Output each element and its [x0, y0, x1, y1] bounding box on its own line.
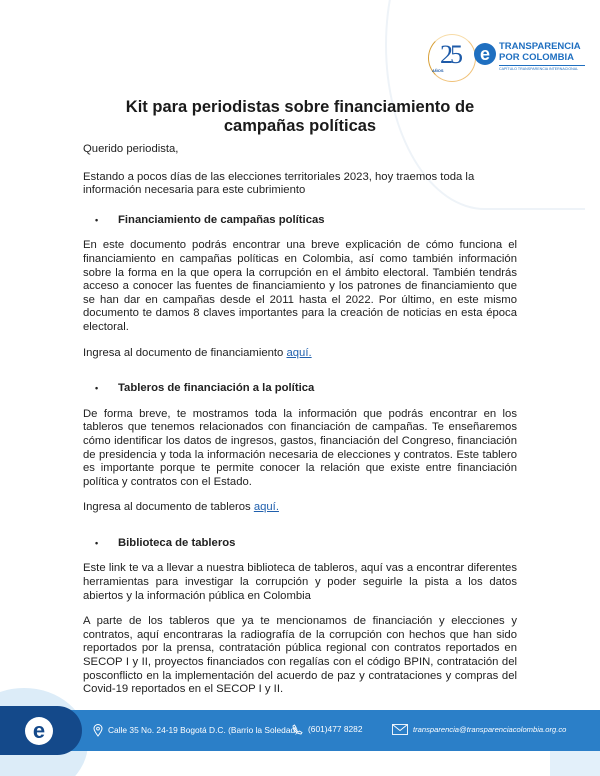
- organization-logo: [428, 32, 588, 88]
- bullet-icon: •: [95, 214, 99, 225]
- section-paragraph: A parte de los tableros que ya te mencionamos de financiación y elecciones y contratos, aquí encontraras la radiografía de la corrupción con hechos que han sido reportados por la prensa, contratación pública regional con contratos reportados en SECOP I y II, proyectos financiados con regalías con el código BPIN, contratación del posconflicto en la implementación del acuerdo de paz y contrataciones y compras del Covid-19 reportados en el SECOP I y II.: [83, 615, 517, 696]
- address-text: Calle 35 No. 24-19 Bogotá D.C. (Barrio la Soledad): [108, 725, 298, 735]
- envelope-icon: [392, 724, 408, 735]
- page-title: Kit para periodistas sobre financiamiento de campañas políticas: [125, 98, 475, 135]
- link-prefix: Ingresa al documento de financiamiento: [83, 346, 287, 359]
- document-body: [83, 143, 517, 722]
- section-heading: [83, 382, 517, 396]
- section-heading: [83, 537, 517, 551]
- section-heading: [83, 214, 517, 228]
- tableros-document-link[interactable]: aquí.: [253, 501, 279, 514]
- financiamiento-document-link[interactable]: aquí.: [286, 346, 312, 359]
- section-financiamiento: [83, 214, 517, 360]
- footer-email: [392, 724, 566, 735]
- anniversary-label: AÑOS: [432, 68, 444, 73]
- email-text[interactable]: transparencia@transparenciacolombia.org.co: [413, 725, 567, 734]
- footer-emblem-icon: e: [25, 717, 53, 745]
- bullet-icon: •: [95, 537, 99, 548]
- bullet-icon: •: [95, 383, 99, 394]
- section-paragraph: De forma breve, te mostramos toda la información que podrás encontrar en los tableros que tenemos relacionados con financiación de campañas. Te enseñaremos cómo identificar los datos de ingresos, gastos, financiación del Congreso, financiación de presidencia y toda la información necesaria de elecciones y contratos. Este tablero es importante porque te permite conocer la relación que existe entre financiación política y contratos con el Estado.: [83, 407, 517, 488]
- phone-text: (601)477 8282: [308, 724, 363, 734]
- transparency-emblem-icon: e: [474, 43, 496, 65]
- section-heading-text: Financiamiento de campañas políticas: [118, 213, 325, 226]
- anniversary-number: 25: [440, 40, 460, 69]
- section-heading-text: Tableros de financiación a la política: [118, 382, 315, 395]
- link-prefix: Ingresa al documento de tableros: [83, 501, 254, 514]
- section-tableros: [83, 382, 517, 515]
- org-subtitle: CAPÍTULO TRANSPARENCIA INTERNACIONAL: [499, 65, 585, 71]
- section-paragraph: En este documento podrás encontrar una breve explicación de cómo funciona el financiamiento en campañas políticas en Colombia, así como también información sobre la forma en la que opera la corrupción en el ámbito electoral. También tendrás acceso a conocer las fuentes de financiamiento y los patrones de financiamiento que se han dar en campañas desde el 2011 hasta el 2022. Por último, en este mismo documento te damos 8 claves importantes para la creación de noticias en esta época electoral.: [83, 239, 517, 333]
- footer-decorative-wedge: [550, 751, 600, 776]
- footer: [0, 688, 600, 776]
- phone-icon: [292, 724, 303, 735]
- section-paragraph: Este link te va a llevar a nuestra biblioteca de tableros, aquí vas a encontrar diferentes herramientas para investigar la corrupción y poder seguirle la pista a los datos abiertos y la información pública en Colombia: [83, 562, 517, 602]
- org-name-line2: POR COLOMBIA: [499, 52, 574, 63]
- greeting: Querido periodista,: [83, 143, 179, 155]
- intro-paragraph: Estando a pocos días de las elecciones territoriales 2023, hoy traemos toda la información necesaria para este cubrimiento: [83, 170, 475, 197]
- section-link-line: [83, 501, 517, 515]
- footer-phone: [292, 724, 362, 735]
- section-heading-text: Biblioteca de tableros: [118, 536, 236, 549]
- section-link-line: [83, 347, 517, 361]
- org-name-line1: TRANSPARENCIA: [499, 41, 581, 52]
- footer-address: [93, 724, 298, 737]
- location-pin-icon: [93, 724, 103, 737]
